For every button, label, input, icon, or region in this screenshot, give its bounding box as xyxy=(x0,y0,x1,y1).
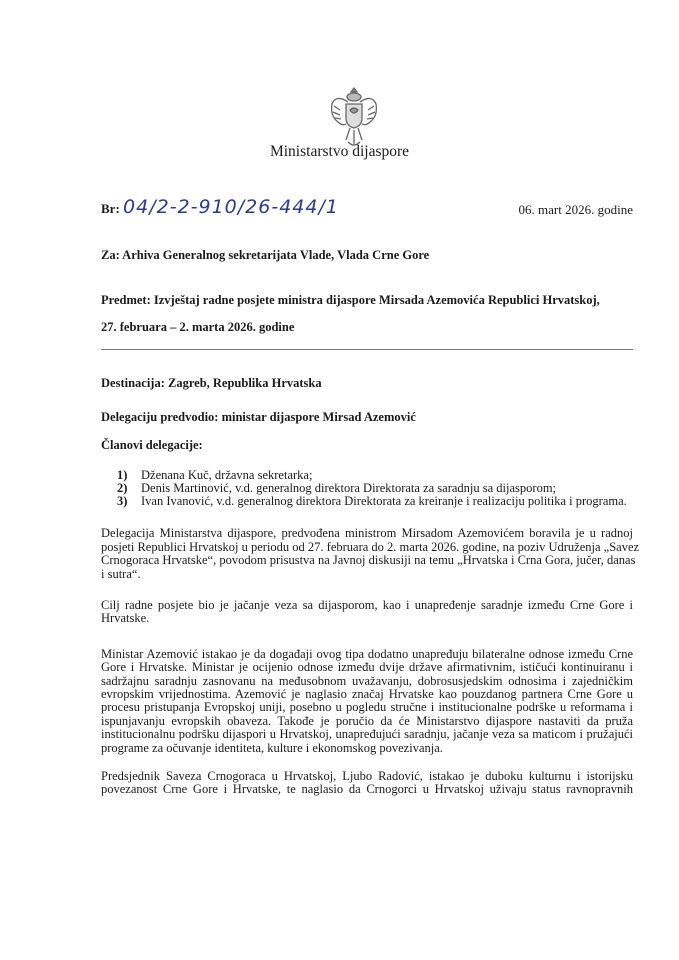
members-heading: Članovi delegacije: xyxy=(101,438,203,452)
list-number: 2) xyxy=(117,480,128,495)
list-number: 1) xyxy=(117,468,128,482)
text-line: povezanost Crne Gore i Hrvatske, te naglasio da Crnogorci u Hrvatskoj uživaju status ravnopravnih xyxy=(101,782,633,797)
list-text: Dženana Kuč, državna sekretarka; xyxy=(141,468,313,482)
paragraph-goal xyxy=(101,599,633,626)
reference-label: Br: xyxy=(101,201,120,216)
handwritten-reference-number: 04/2-2-910/26-444/1 xyxy=(123,196,339,218)
text-line: sadržajnu saradnju zasnovanu na međusobnom uvažavanju, dobrosusjedskim odnosima i zajedničkim xyxy=(101,673,633,688)
text-line: ispunjavanju evropskih obaveza. Takođe je poručio da će Ministarstvo dijaspore nastaviti da pruža xyxy=(101,713,633,728)
subject-line-2: 27. februara – 2. marta 2026. godine xyxy=(101,320,295,334)
document-date: 06. mart 2026. godine xyxy=(518,202,633,217)
paragraph-president xyxy=(101,770,633,797)
list-text: Denis Martinović, v.d. generalnog direktora Direktorata za saradnju sa dijasporom; xyxy=(141,480,557,495)
text-line: Ministar Azemović istakao je da događaji ovog tipa dodatno unapređuju bilateralne odnose između Crne xyxy=(101,646,633,661)
destination: Destinacija: Zagreb, Republika Hrvatska xyxy=(101,376,322,390)
text-line: posjeti Republici Hrvatskoj u periodu od 27. februara do 2. marta 2026. godine, na poziv Udruženja „Savez xyxy=(101,539,640,554)
text-line: i sutra“. xyxy=(101,566,141,581)
text-line: evropskim vrijednostima. Azemović je naglasio značaj Hrvatske kao pouzdanog partnera Crne Gore u xyxy=(101,687,633,702)
text-line: programe za očuvanje identiteta, kulture i ekonomskog povezivanja. xyxy=(101,740,443,755)
recipient: Za: Arhiva Generalnog sekretarijata Vlade, Vlada Crne Gore xyxy=(101,248,430,262)
document-body xyxy=(101,376,640,797)
members-list xyxy=(117,469,633,507)
text-line: Hrvatske. xyxy=(101,611,150,626)
list-text: Ivan Ivanović, v.d. generalnog direktora Direktorata za kreiranje i realizaciju politika i programa. xyxy=(141,493,627,508)
delegation-leader: Delegaciju predvodio: ministar dijaspore Mirsad Azemović xyxy=(101,410,416,424)
text-line: institucionalnu podršku dijaspori u Hrvatskoj, unapređujući saradnju, jačanje veza sa maticom i pružajući xyxy=(101,727,633,742)
reference-number xyxy=(101,196,339,218)
text-line: Crnogoraca Hrvatske“, povodom prisustva na Javnoj diskusiji na temu „Hrvatska i Crna Gora, jučer, danas xyxy=(101,553,636,568)
coat-of-arms-icon xyxy=(326,86,382,150)
subject-line-1: Predmet: Izvještaj radne posjete ministra dijaspore Mirsada Azemovića Republici Hrvatskoj, xyxy=(101,293,600,307)
divider xyxy=(101,349,633,350)
list-item xyxy=(117,495,633,508)
text-line: Predsjednik Saveza Crnogoraca u Hrvatskoj, Ljubo Radović, istakao je duboku kulturnu i istorijsku xyxy=(101,769,633,784)
paragraph-visit xyxy=(101,526,640,581)
text-line: procesu pristupanja Evropskoj uniji, posebno u pogledu stručne i institucionalne podrške u reformama i xyxy=(101,700,633,715)
text-line: Gore i Hrvatske. Ministar je ocijenio odnose između dvije države afirmativnim, ističući kontinuiranu i xyxy=(101,660,633,675)
ministry-name: Ministarstvo dijaspore xyxy=(269,143,410,160)
paragraph-minister xyxy=(101,648,633,755)
text-line: Cilj radne posjete bio je jačanje veza sa dijasporom, kao i unapređenje saradnje između Crne Gore i xyxy=(101,598,633,613)
list-number: 3) xyxy=(117,493,128,508)
text-line: Delegacija Ministarstva dijaspore, predvođena ministrom Mirsadom Azemovićem boravila je u radnoj xyxy=(101,526,633,541)
